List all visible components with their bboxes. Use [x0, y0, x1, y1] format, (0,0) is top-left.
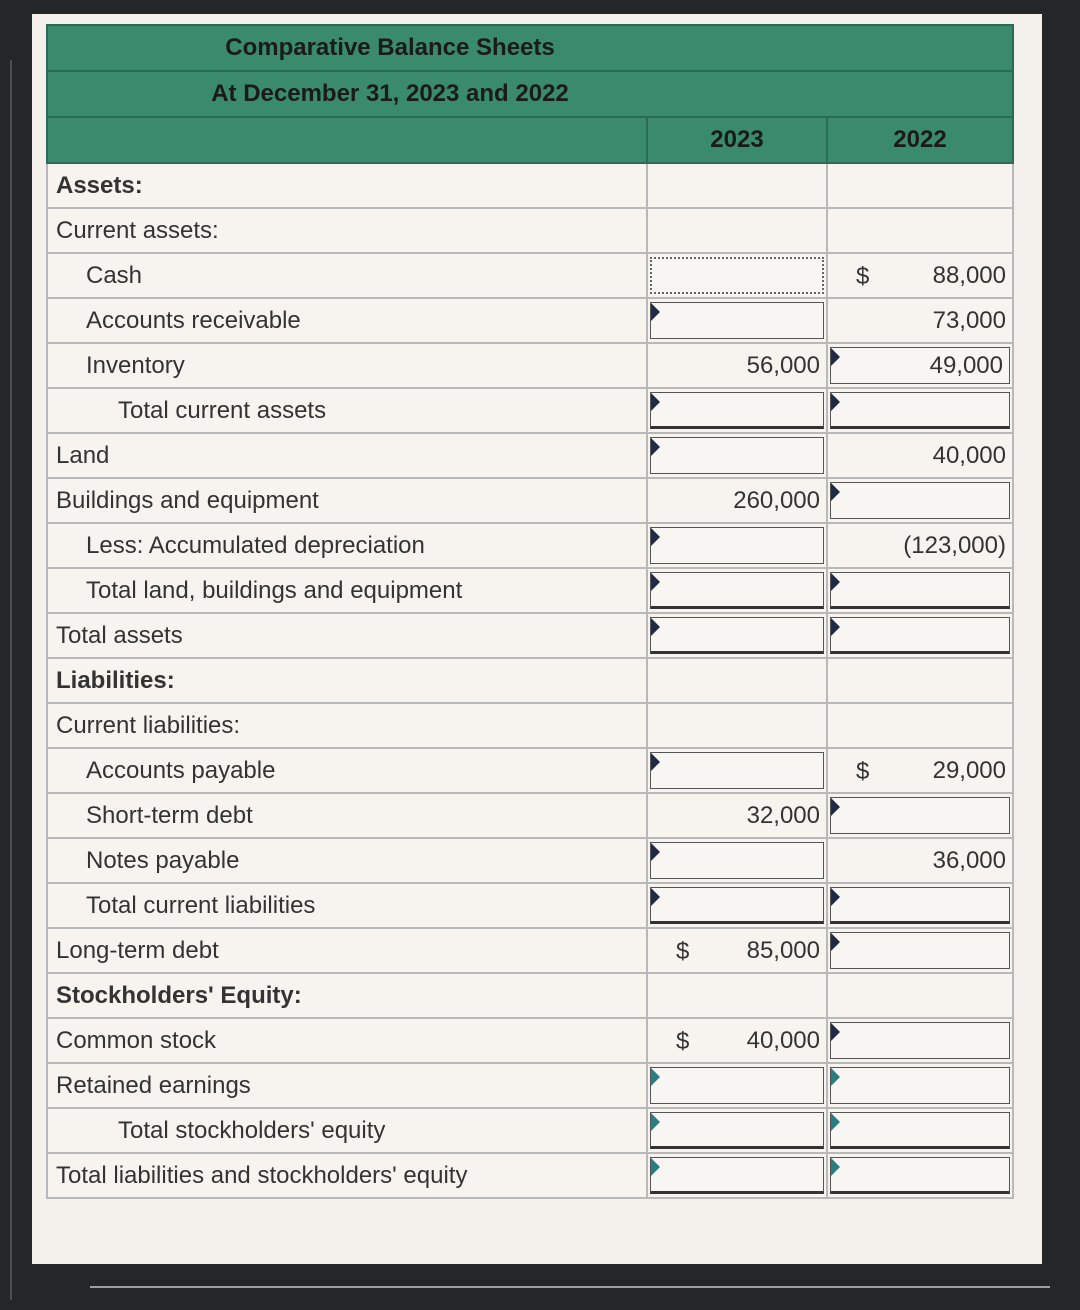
- std-2022-input[interactable]: [830, 797, 1010, 834]
- table-row: [47, 748, 1013, 793]
- ta-2023-cell: [647, 613, 827, 658]
- column-2023: 2023: [647, 117, 827, 163]
- ltd-2022-input[interactable]: [830, 932, 1010, 969]
- ar-2023-cell: [647, 298, 827, 343]
- section-row: [47, 163, 1013, 208]
- title-row: [47, 25, 1013, 71]
- flag-icon: [831, 483, 840, 501]
- flag-icon: [651, 393, 660, 411]
- cash-2023-input[interactable]: [650, 257, 824, 294]
- table-row: [47, 838, 1013, 883]
- land-2023-cell: [647, 433, 827, 478]
- re-2022-cell: [827, 1063, 1013, 1108]
- buildings-2022-cell: [827, 478, 1013, 523]
- buildings-2022-input[interactable]: [830, 482, 1010, 519]
- flag-icon: [651, 888, 660, 906]
- table-row: [47, 433, 1013, 478]
- row-label: Common stock: [47, 1018, 647, 1063]
- tcl-2023-cell: [647, 883, 827, 928]
- cash-2022-value: 88,000: [932, 261, 1006, 289]
- row-label: Total current liabilities: [47, 883, 647, 928]
- tcl-2022-input[interactable]: [830, 887, 1010, 924]
- notes-2022-value: 36,000: [827, 838, 1013, 883]
- row-label: Accounts receivable: [47, 298, 647, 343]
- row-label: Retained earnings: [47, 1063, 647, 1108]
- row-label: Cash: [47, 253, 647, 298]
- flag-icon: [651, 1113, 660, 1131]
- row-label: Total stockholders' equity: [47, 1108, 647, 1153]
- tlbe-2022-cell: [827, 568, 1013, 613]
- row-label: Total assets: [47, 613, 647, 658]
- flag-icon: [831, 393, 840, 411]
- table-row: [47, 298, 1013, 343]
- section-row: [47, 658, 1013, 703]
- cash-2022-cell: [827, 253, 1013, 298]
- accum-dep-2023-cell: [647, 523, 827, 568]
- balance-sheet-panel: [32, 14, 1042, 1264]
- current-liabilities-heading: Current liabilities:: [47, 703, 647, 748]
- ap-2022-value: 29,000: [932, 756, 1006, 784]
- tlbe-2023-cell: [647, 568, 827, 613]
- re-2022-input[interactable]: [830, 1067, 1010, 1104]
- screen-edge: [10, 60, 12, 1300]
- re-2023-cell: [647, 1063, 827, 1108]
- tlbe-2023-input[interactable]: [650, 572, 824, 609]
- tlbe-2022-input[interactable]: [830, 572, 1010, 609]
- column-2022: 2022: [827, 117, 1013, 163]
- re-2023-input[interactable]: [650, 1067, 824, 1104]
- tca-2022-cell: [827, 388, 1013, 433]
- ltd-2022-cell: [827, 928, 1013, 973]
- flag-icon: [831, 1068, 840, 1086]
- table-title: Comparative Balance Sheets: [47, 25, 1013, 71]
- tse-2022-cell: [827, 1108, 1013, 1153]
- flag-icon: [831, 618, 840, 636]
- std-2023-value: 32,000: [647, 793, 827, 838]
- flag-icon: [651, 1158, 660, 1176]
- std-2022-cell: [827, 793, 1013, 838]
- flag-icon: [831, 798, 840, 816]
- tca-2022-input[interactable]: [830, 392, 1010, 429]
- assets-heading: Assets:: [47, 163, 647, 208]
- common-2023-cell: [647, 1018, 827, 1063]
- buildings-2023-value: 260,000: [647, 478, 827, 523]
- currency-symbol: $: [676, 1028, 690, 1055]
- table-row: [47, 1063, 1013, 1108]
- section-row: [47, 703, 1013, 748]
- flag-icon: [831, 888, 840, 906]
- accum-dep-2022-value: (123,000): [827, 523, 1013, 568]
- table-row: [47, 1108, 1013, 1153]
- tse-2022-input[interactable]: [830, 1112, 1010, 1149]
- subtitle-row: [47, 71, 1013, 117]
- row-label: Total land, buildings and equipment: [47, 568, 647, 613]
- row-label: Notes payable: [47, 838, 647, 883]
- tca-2023-input[interactable]: [650, 392, 824, 429]
- flag-icon: [651, 573, 660, 591]
- monitor-bezel-line: [90, 1286, 1050, 1288]
- flag-icon: [831, 348, 840, 366]
- row-label: Total current assets: [47, 388, 647, 433]
- flag-icon: [651, 843, 660, 861]
- currency-symbol: $: [856, 263, 870, 290]
- table-row: [47, 928, 1013, 973]
- equity-heading: Stockholders' Equity:: [47, 973, 647, 1018]
- balance-sheet-table: [46, 24, 1014, 1199]
- row-label: Less: Accumulated depreciation: [47, 523, 647, 568]
- table-subtitle: At December 31, 2023 and 2022: [47, 71, 1013, 117]
- table-row: [47, 253, 1013, 298]
- ap-2023-input[interactable]: [650, 752, 824, 789]
- flag-icon: [831, 1113, 840, 1131]
- row-label: Long-term debt: [47, 928, 647, 973]
- cash-2023-cell: [647, 253, 827, 298]
- land-2022-value: 40,000: [827, 433, 1013, 478]
- section-row: [47, 208, 1013, 253]
- table-row: [47, 568, 1013, 613]
- table-row: [47, 613, 1013, 658]
- common-2022-cell: [827, 1018, 1013, 1063]
- inventory-2023-value: 56,000: [647, 343, 827, 388]
- ap-2022-cell: [827, 748, 1013, 793]
- ar-2022-value: 73,000: [827, 298, 1013, 343]
- flag-icon: [831, 573, 840, 591]
- common-2022-input[interactable]: [830, 1022, 1010, 1059]
- tcl-2022-cell: [827, 883, 1013, 928]
- tle-2022-input[interactable]: [830, 1157, 1010, 1194]
- table-row: [47, 883, 1013, 928]
- table-row: [47, 523, 1013, 568]
- flag-icon: [651, 303, 660, 321]
- row-label: Land: [47, 433, 647, 478]
- ta-2022-input[interactable]: [830, 617, 1010, 654]
- inventory-2022-input[interactable]: 49,000: [830, 347, 1010, 384]
- tle-2023-cell: [647, 1153, 827, 1198]
- table-row: [47, 1153, 1013, 1198]
- tse-2023-cell: [647, 1108, 827, 1153]
- ltd-2023-value: 85,000: [746, 936, 820, 964]
- notes-2023-cell: [647, 838, 827, 883]
- currency-symbol: $: [676, 938, 690, 965]
- flag-icon: [831, 1023, 840, 1041]
- ta-2022-cell: [827, 613, 1013, 658]
- flag-icon: [831, 933, 840, 951]
- inventory-2022-cell: [827, 343, 1013, 388]
- liabilities-heading: Liabilities:: [47, 658, 647, 703]
- section-row: [47, 973, 1013, 1018]
- table-row: [47, 793, 1013, 838]
- row-label: Inventory: [47, 343, 647, 388]
- tle-2023-input[interactable]: [650, 1157, 824, 1194]
- flag-icon: [651, 753, 660, 771]
- table-row: [47, 388, 1013, 433]
- tcl-2023-input[interactable]: [650, 887, 824, 924]
- accum-dep-2023-input[interactable]: [650, 527, 824, 564]
- notes-2023-input[interactable]: [650, 842, 824, 879]
- row-label: Buildings and equipment: [47, 478, 647, 523]
- row-label: Total liabilities and stockholders' equity: [47, 1153, 647, 1198]
- ta-2023-input[interactable]: [650, 617, 824, 654]
- ar-2023-input[interactable]: [650, 302, 824, 339]
- flag-icon: [651, 618, 660, 636]
- ltd-2023-cell: [647, 928, 827, 973]
- tle-2022-cell: [827, 1153, 1013, 1198]
- tca-2023-cell: [647, 388, 827, 433]
- current-assets-heading: Current assets:: [47, 208, 647, 253]
- row-label: Short-term debt: [47, 793, 647, 838]
- header-blank: [47, 117, 647, 163]
- common-2023-value: 40,000: [746, 1026, 820, 1054]
- ap-2023-cell: [647, 748, 827, 793]
- flag-icon: [651, 528, 660, 546]
- table-row: [47, 1018, 1013, 1063]
- flag-icon: [651, 438, 660, 456]
- currency-symbol: $: [856, 758, 870, 785]
- row-label: Accounts payable: [47, 748, 647, 793]
- land-2023-input[interactable]: [650, 437, 824, 474]
- table-row: [47, 343, 1013, 388]
- tse-2023-input[interactable]: [650, 1112, 824, 1149]
- flag-icon: [831, 1158, 840, 1176]
- table-row: [47, 478, 1013, 523]
- flag-icon: [651, 1068, 660, 1086]
- column-header-row: [47, 117, 1013, 163]
